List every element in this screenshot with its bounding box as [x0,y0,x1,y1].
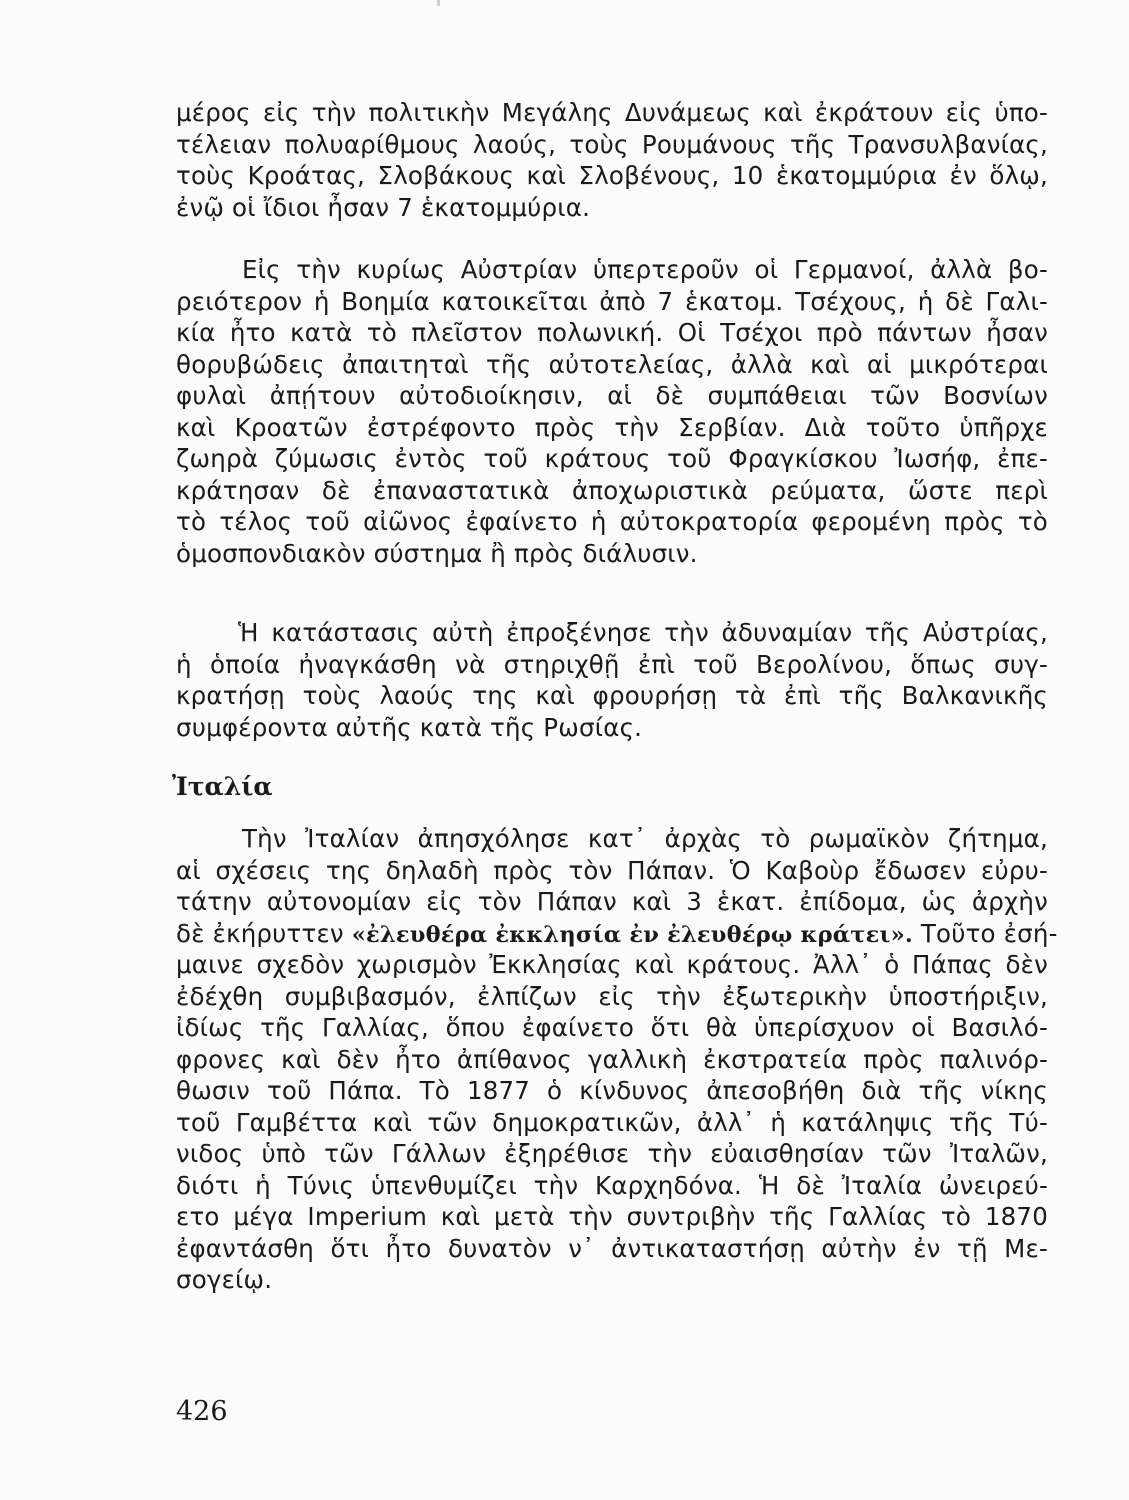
text-line-with-quote [176,918,1058,950]
text-line: φυλαὶ ἀπῄτουν αὐτοδιοίκησιν, αἱ δὲ συμπάθειαι τῶν Βοσνίων [176,381,1048,410]
text-line: Ἡ κατάστασις αὐτὴ ἐπροξένησε τὴν ἀδυναμίαν τῆς Αὐστρίας, [238,618,1048,647]
text-line: ζωηρὰ ζύμωσις ἐντὸς τοῦ κράτους τοῦ Φραγκίσκου Ἰωσήφ, ἐπε- [176,444,1048,473]
text-line: ἰδίως τῆς Γαλλίας, ὅπου ἐφαίνετο ὅτι θὰ ὑπερίσχυον οἱ Βασιλό- [176,1013,1048,1042]
paragraph-italy [176,823,1058,1296]
text-line: μαινε σχεδὸν χωρισμὸν Ἐκκλησίας καὶ κράτους. Ἀλλ᾽ ὁ Πάπας δὲν [176,950,1048,979]
text-line: κρατήσῃ τοὺς λαούς της καὶ φρουρήσῃ τὰ ἐπὶ τῆς Βαλκανικῆς [176,681,1048,710]
text-line: Εἰς τὴν κυρίως Αὐστρίαν ὑπερτεροῦν οἱ Γερμανοί, ἀλλὰ βο- [242,255,1048,284]
text-line: Τὴν Ἰταλίαν ἀπησχόλησε κατ᾽ ἀρχὰς τὸ ρωμαϊκὸν ζήτημα, [242,824,1048,853]
text-line: νιδος ὑπὸ τῶν Γάλλων ἐξηρέθισε τὴν εὐαισθησίαν τῶν Ἰταλῶν, [176,1139,1048,1168]
text-line: καὶ Κροατῶν ἐστρέφοντο πρὸς τὴν Σερβίαν. Διὰ τοῦτο ὑπῆρχε [176,412,1048,442]
text-line: τοῦ Γαμβέττα καὶ τῶν δημοκρατικῶν, ἀλλ᾽ ἡ κατάληψις τῆς Τύ- [176,1107,1048,1137]
text-line: κράτησαν δὲ ἐπαναστατικὰ ἀποχωριστικὰ ρεύματα, ὥστε περὶ [176,475,1048,505]
text-line: ἐδέχθη συμβιβασμόν, ἐλπίζων εἰς τὴν ἐξωτερικὴν ὑποστήριξιν, [176,981,1048,1011]
text-line: ετο μέγα Imperium καὶ μετὰ τὴν συντριβὴν τῆς Γαλλίας τὸ 1870 [176,1202,1048,1231]
text-fragment: δὲ ἐκήρυττεν [176,918,352,948]
text-fragment: Τοῦτο ἐσή- [912,918,1058,948]
text-line: τὸ τέλος τοῦ αἰῶνος ἐφαίνετο ἡ αὐτοκρατορία φερομένη πρὸς τὸ [176,507,1048,536]
paragraph-situation [176,617,1048,743]
text-line: θορυβώδεις ἀπαιτηταὶ τῆς αὐτοτελείας, ἀλλὰ καὶ αἱ μικρότεραι [176,349,1048,379]
paragraph-continuation [176,97,1048,223]
text-line: συμφέροντα αὐτῆς κατὰ τῆς Ρωσίας. [176,712,643,742]
section-heading: Ἰταλία [172,772,273,801]
text-line: τέλειαν πολυαρίθμους λαούς, τοὺς Ρουμάνους τῆς Τρανσυλβανίας, [176,129,1048,159]
text-line: ἐφαντάσθη ὅτι ἦτο δυνατὸν ν᾽ ἀντικαταστήσῃ αὐτὴν ἐν τῇ Με- [176,1233,1048,1263]
text-line: αἱ σχέσεις της δηλαδὴ πρὸς τὸν Πάπαν. Ὁ Καβοὺρ ἔδωσεν εὐρυ- [176,855,1048,885]
text-line: σογείῳ. [176,1265,273,1294]
text-line: κία ἦτο κατὰ τὸ πλεῖστον πολωνική. Οἱ Τσέχοι πρὸ πάντων ἦσαν [176,318,1048,347]
paragraph-austria [176,254,1048,569]
text-line: μέρος εἰς τὴν πολιτικὴν Μεγάλης Δυνάμεως καὶ ἐκράτουν εἰς ὑπο- [176,98,1048,127]
text-line: ρειότερον ἡ Βοημία κατοικεῖται ἀπὸ 7 ἑκατομ. Τσέχους, ἡ δὲ Γαλι- [176,286,1048,316]
text-line: ἐνῷ οἱ ἴδιοι ἦσαν 7 ἑκατομμύρια. [176,192,591,222]
page-number: 426 [176,1396,228,1427]
scan-mark [437,0,440,6]
text-line: φρονες καὶ δὲν ἦτο ἀπίθανος γαλλικὴ ἐκστρατεία πρὸς παλινόρ- [176,1044,1048,1074]
text-line: τάτην αὐτονομίαν εἰς τὸν Πάπαν καὶ 3 ἑκατ. ἐπίδομα, ὡς ἀρχὴν [176,887,1048,916]
text-line: θωσιν τοῦ Πάπα. Τὸ 1877 ὁ κίνδυνος ἀπεσοβήθη διὰ τῆς νίκης [176,1076,1048,1105]
text-line: τοὺς Κροάτας, Σλοβάκους καὶ Σλοβένους, 10 ἑκατομμύρια ἐν ὅλῳ, [176,161,1048,190]
bold-quote: «ἐλευθέρα ἐκκλησία ἐν ἐλευθέρῳ κράτει». [351,921,913,948]
text-line: διότι ἡ Τύνις ὑπενθυμίζει τὴν Καρχηδόνα. Ἡ δὲ Ἰταλία ὠνειρεύ- [176,1170,1048,1200]
text-line: ἡ ὁποία ἠναγκάσθη νὰ στηριχθῇ ἐπὶ τοῦ Βερολίνου, ὅπως συγ- [176,649,1048,679]
text-line: ὁμοσπονδιακὸν σύστημα ἢ πρὸς διάλυσιν. [176,538,698,568]
